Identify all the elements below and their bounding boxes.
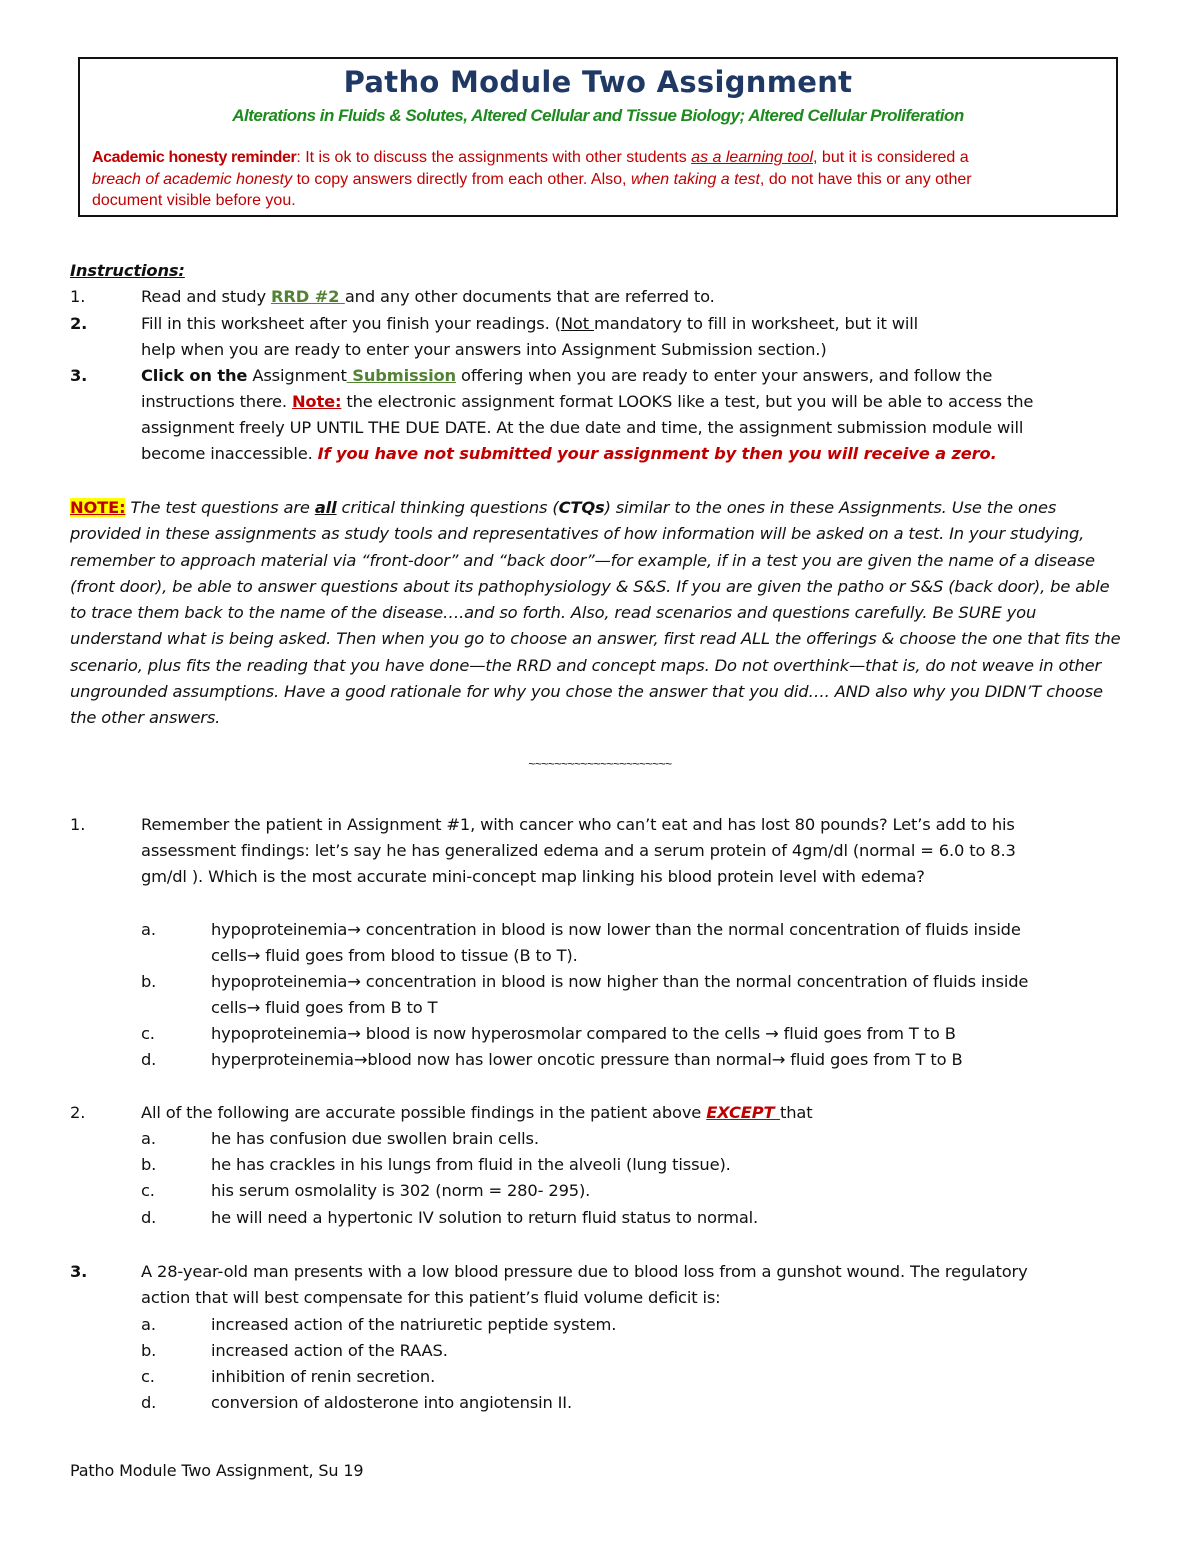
question-text: A 28-year-old man presents with a low blood pressure due to blood loss from a gunshot wound. The regulatory [141, 1262, 1028, 1281]
note-label: Note: [291, 392, 342, 411]
option-text: hypoproteinemia→ blood is now hyperosmolar compared to the cells → fluid goes from T to B [211, 1024, 956, 1043]
header-box [78, 57, 1118, 217]
option-letter: a. [141, 920, 156, 939]
honesty-reminder: Academic honesty reminder: It is ok to discuss the assignments with other students as a learning tool, but it is considered a breach of academic honesty to copy answers directly from each other. Also, when taking a test, do not have this or any other document visible before you. [92, 149, 972, 209]
except-emphasis: EXCEPT [706, 1103, 781, 1122]
question-text: gm/dl ). Which is the most accurate mini-concept map linking his blood protein level with edema? [141, 867, 925, 886]
question-text: action that will best compensate for this patient’s fluid volume deficit is: [141, 1288, 721, 1307]
instruction-item: Click on the Assignment Submission offering when you are ready to enter your answers, and follow the [141, 366, 993, 385]
instruction-item-cont: instructions there. Note: the electronic assignment format LOOKS like a test, but you will be able to access the [141, 392, 1034, 411]
instruction-number: 3. [70, 366, 88, 385]
instruction-item: Read and study RRD #2 and any other documents that are referred to. [141, 287, 715, 306]
option-text: he has confusion due swollen brain cells. [211, 1129, 539, 1148]
instruction-item-cont: help when you are ready to enter your answers into Assignment Submission section.) [141, 340, 827, 359]
instructions-heading: Instructions: [70, 261, 185, 280]
submission-link[interactable]: Submission [346, 366, 456, 385]
instruction-number: 2. [70, 314, 88, 333]
option-letter: c. [141, 1024, 155, 1043]
question-text: assessment findings: let’s say he has generalized edema and a serum protein of 4gm/dl (normal = 6.0 to 8.3 [141, 841, 1016, 860]
option-text: cells→ fluid goes from B to T [211, 998, 438, 1017]
option-letter: a. [141, 1129, 156, 1148]
option-letter: d. [141, 1050, 157, 1069]
option-text: inhibition of renin secretion. [211, 1367, 436, 1386]
study-note: NOTE: The test questions are all critical thinking questions (CTQs) similar to the ones in these Assignments. Use the ones provided in these assignments as study tools and representatives of how information will be asked on a test. In your studying, remember to approach material via “front-door” and “back door”—for example, if in a test you are given the name of a disease (front door), be able to answer questions about its pathophysiology & S&S. If you are given the patho or S&S (back door), be able to trace them back to the name of the disease….and so forth. Also, read scenarios and questions carefully. Be SURE you understand what is being asked. Then when you go to choose an answer, first read ALL the offerings & choose the one that fits the scenario, plus fits the reading that you have done—the RRD and concept maps. Do not overthink—that is, do not weave in other ungrounded assumptions. Have a good rationale for why you chose the answer that you did…. AND also why you DIDN’T choose the other answers. [70, 498, 1121, 728]
option-text: conversion of aldosterone into angiotensin II. [211, 1393, 572, 1412]
option-letter: b. [141, 972, 157, 991]
option-text: increased action of the natriuretic peptide system. [211, 1315, 617, 1334]
option-text: hypoproteinemia→ concentration in blood is now lower than the normal concentration of fluids inside [211, 920, 1021, 939]
option-text: increased action of the RAAS. [211, 1341, 448, 1360]
option-text: hyperproteinemia→blood now has lower oncotic pressure than normal→ fluid goes from T to B [211, 1050, 963, 1069]
document-subtitle: Alterations in Fluids & Solutes, Altered Cellular and Tissue Biology; Altered Cellular Proliferation [232, 106, 964, 125]
option-letter: c. [141, 1181, 155, 1200]
question-number: 3. [70, 1262, 88, 1281]
instruction-number: 1. [70, 287, 86, 306]
page-footer: Patho Module Two Assignment, Su 19 [70, 1461, 364, 1480]
document-title: Patho Module Two Assignment [343, 65, 853, 99]
question-number: 2. [70, 1103, 86, 1122]
note-highlight: NOTE: [70, 498, 126, 517]
rrd-link[interactable]: RRD #2 [270, 287, 345, 306]
option-text: cells→ fluid goes from blood to tissue (B to T). [211, 946, 578, 965]
question-text: Remember the patient in Assignment #1, with cancer who can’t eat and has lost 80 pounds? Let’s add to his [141, 815, 1015, 834]
option-text: he will need a hypertonic IV solution to return fluid status to normal. [211, 1208, 759, 1227]
instruction-item-cont: assignment freely UP UNTIL THE DUE DATE. At the due date and time, the assignment submission module will [141, 418, 1024, 437]
zero-warning: If you have not submitted your assignment by then you will receive a zero. [317, 444, 997, 463]
option-letter: b. [141, 1155, 157, 1174]
instruction-item: Fill in this worksheet after you finish your readings. (Not mandatory to fill in worksheet, but it will [141, 314, 919, 333]
option-letter: b. [141, 1341, 157, 1360]
honesty-emphasis: as a learning tool [691, 149, 814, 166]
instruction-item-cont: become inaccessible. If you have not submitted your assignment by then you will receive a zero. [141, 444, 997, 463]
option-letter: d. [141, 1208, 157, 1227]
option-text: his serum osmolality is 302 (norm = 280- 295). [211, 1181, 591, 1200]
option-text: he has crackles in his lungs from fluid in the alveoli (lung tissue). [211, 1155, 731, 1174]
option-letter: a. [141, 1315, 156, 1334]
option-text: hypoproteinemia→ concentration in blood is now higher than the normal concentration of fluids inside [211, 972, 1029, 991]
question-number: 1. [70, 815, 86, 834]
separator: ~~~~~~~~~~~~~~~~~~~~~~ [528, 757, 672, 771]
question-text: All of the following are accurate possible findings in the patient above EXCEPT that [141, 1103, 813, 1122]
honesty-label: Academic honesty reminder [92, 149, 297, 166]
option-letter: c. [141, 1367, 155, 1386]
option-letter: d. [141, 1393, 157, 1412]
